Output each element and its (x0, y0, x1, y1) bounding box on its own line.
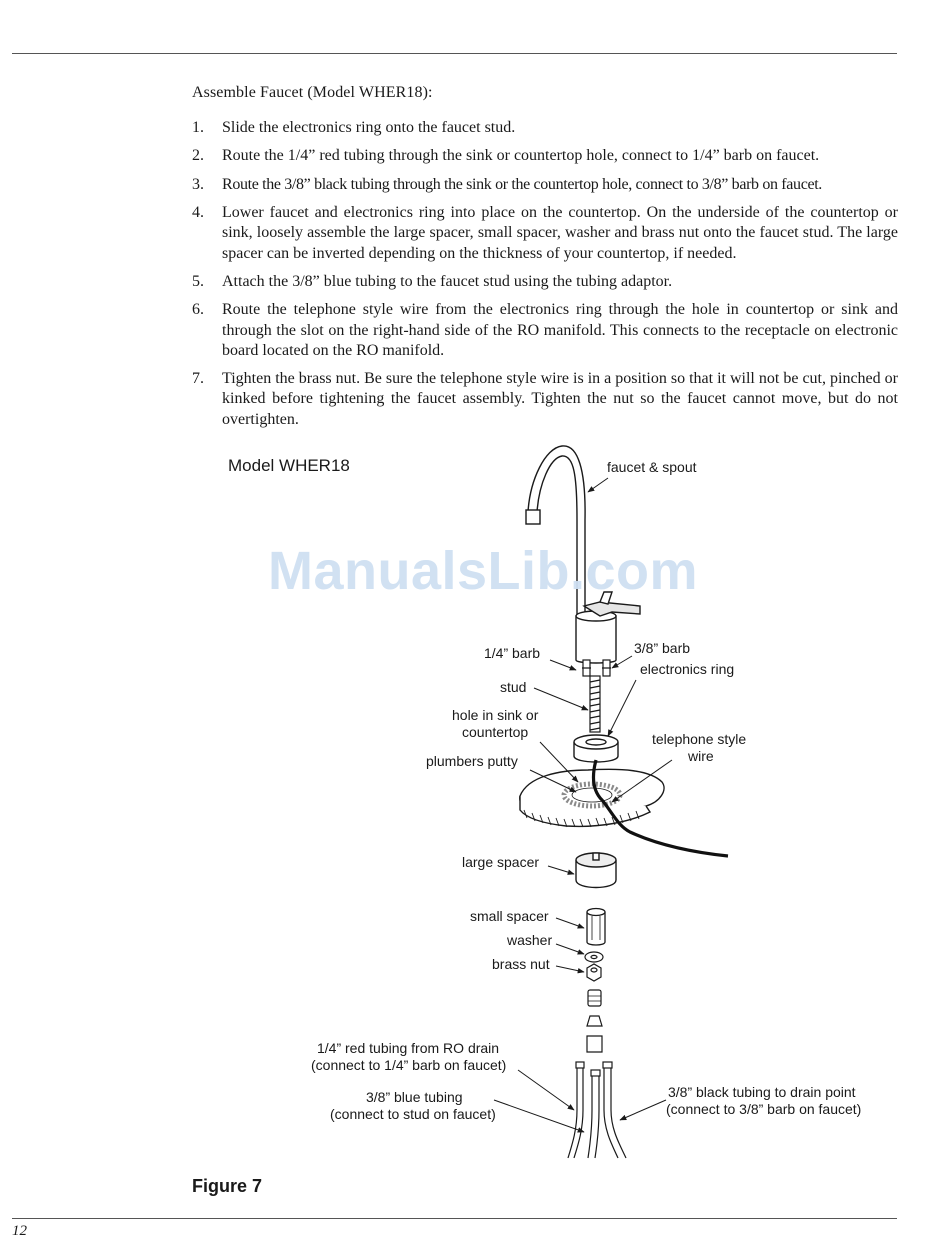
label-three-eighths-barb: 3/8” barb (634, 640, 691, 656)
section-heading: Assemble Faucet (Model WHER18): (192, 84, 433, 101)
step-number: 1. (192, 119, 204, 136)
step-text: Route the telephone style wire from the electronics ring through the hole in countertop or sink and through the slot on the right-hand side of the RO manifold. This connects to the receptacle on electronic board located on the RO manifold. (222, 301, 898, 359)
instruction-step (192, 175, 898, 195)
model-label: Model WHER18 (228, 456, 350, 475)
step-text: Route the 3/8” black tubing through the sink or the countertop hole, connect to 3/8” barb on faucet. (222, 175, 822, 193)
instruction-step (192, 146, 898, 166)
instruction-step (192, 369, 898, 430)
large-spacer (576, 853, 616, 888)
label-stud: stud (500, 679, 527, 695)
electronics-ring (574, 735, 618, 762)
label-electronics-ring: electronics ring (640, 661, 735, 677)
washer (585, 952, 603, 962)
watermark: ManualsLib.com (268, 541, 699, 601)
label-small-spacer: small spacer (470, 908, 549, 924)
figure-caption: Figure 7 (192, 1176, 263, 1196)
step-text: Route the 1/4” red tubing through the sink or countertop hole, connect to 1/4” barb on faucet. (222, 147, 820, 165)
label-brass-nut: brass nut (492, 956, 550, 972)
label-faucet-spout: faucet & spout (607, 459, 697, 475)
step-text: Slide the electronics ring onto the faucet stud. (222, 119, 516, 136)
step-number: 7. (192, 370, 204, 388)
label-hole-line2: countertop (462, 724, 529, 740)
top-rule (12, 53, 897, 54)
step-number: 2. (192, 147, 204, 165)
bottom-rule (12, 1218, 897, 1219)
label-red-tubing-line2: (connect to 1/4” barb on faucet) (311, 1057, 507, 1073)
label-telephone-line2: wire (688, 748, 714, 764)
label-quarter-barb: 1/4” barb (484, 645, 541, 661)
label-black-tubing-line1: 3/8” black tubing to drain point (668, 1084, 856, 1100)
label-blue-tubing-line2: (connect to stud on faucet) (330, 1106, 496, 1122)
instruction-list (192, 118, 898, 438)
label-black-tubing-line2: (connect to 3/8” barb on faucet) (666, 1101, 862, 1117)
label-large-spacer: large spacer (462, 854, 540, 870)
step-number: 6. (192, 301, 204, 319)
page-number: 12 (12, 1223, 27, 1239)
label-red-tubing-line1: 1/4” red tubing from RO drain (317, 1040, 500, 1056)
tubing-lines (568, 1062, 626, 1158)
label-washer: washer (507, 932, 553, 948)
instruction-step (192, 272, 898, 292)
label-hole-line1: hole in sink or (452, 707, 539, 723)
instruction-step (192, 203, 898, 264)
step-text: Lower faucet and electronics ring into place on the countertop. On the underside of the countertop or sink, loosely assemble the large spacer, small spacer, washer and brass nut onto the faucet stud. The large spacer can be inverted depending on the thickness of your countertop, if needed. (222, 204, 898, 262)
label-blue-tubing-line1: 3/8” blue tubing (366, 1089, 463, 1105)
step-text: Attach the 3/8” blue tubing to the faucet stud using the tubing adaptor. (222, 272, 673, 290)
instruction-step (192, 300, 898, 361)
label-telephone-line1: telephone style (652, 731, 747, 747)
tubing-adaptor (587, 990, 602, 1052)
instruction-step (192, 118, 898, 138)
small-spacer (587, 909, 605, 946)
step-number: 4. (192, 204, 204, 222)
step-text: Tighten the brass nut. Be sure the telephone style wire is in a position so that it will not be cut, pinched or kinked before tightening the faucet assembly. Tighten the nut so the faucet cannot move, but do not overtighten. (222, 370, 898, 428)
step-number: 5. (192, 272, 204, 290)
brass-nut (587, 964, 601, 981)
label-plumbers-putty: plumbers putty (426, 753, 518, 769)
faucet-stud (590, 676, 600, 732)
step-number: 3. (192, 175, 204, 193)
